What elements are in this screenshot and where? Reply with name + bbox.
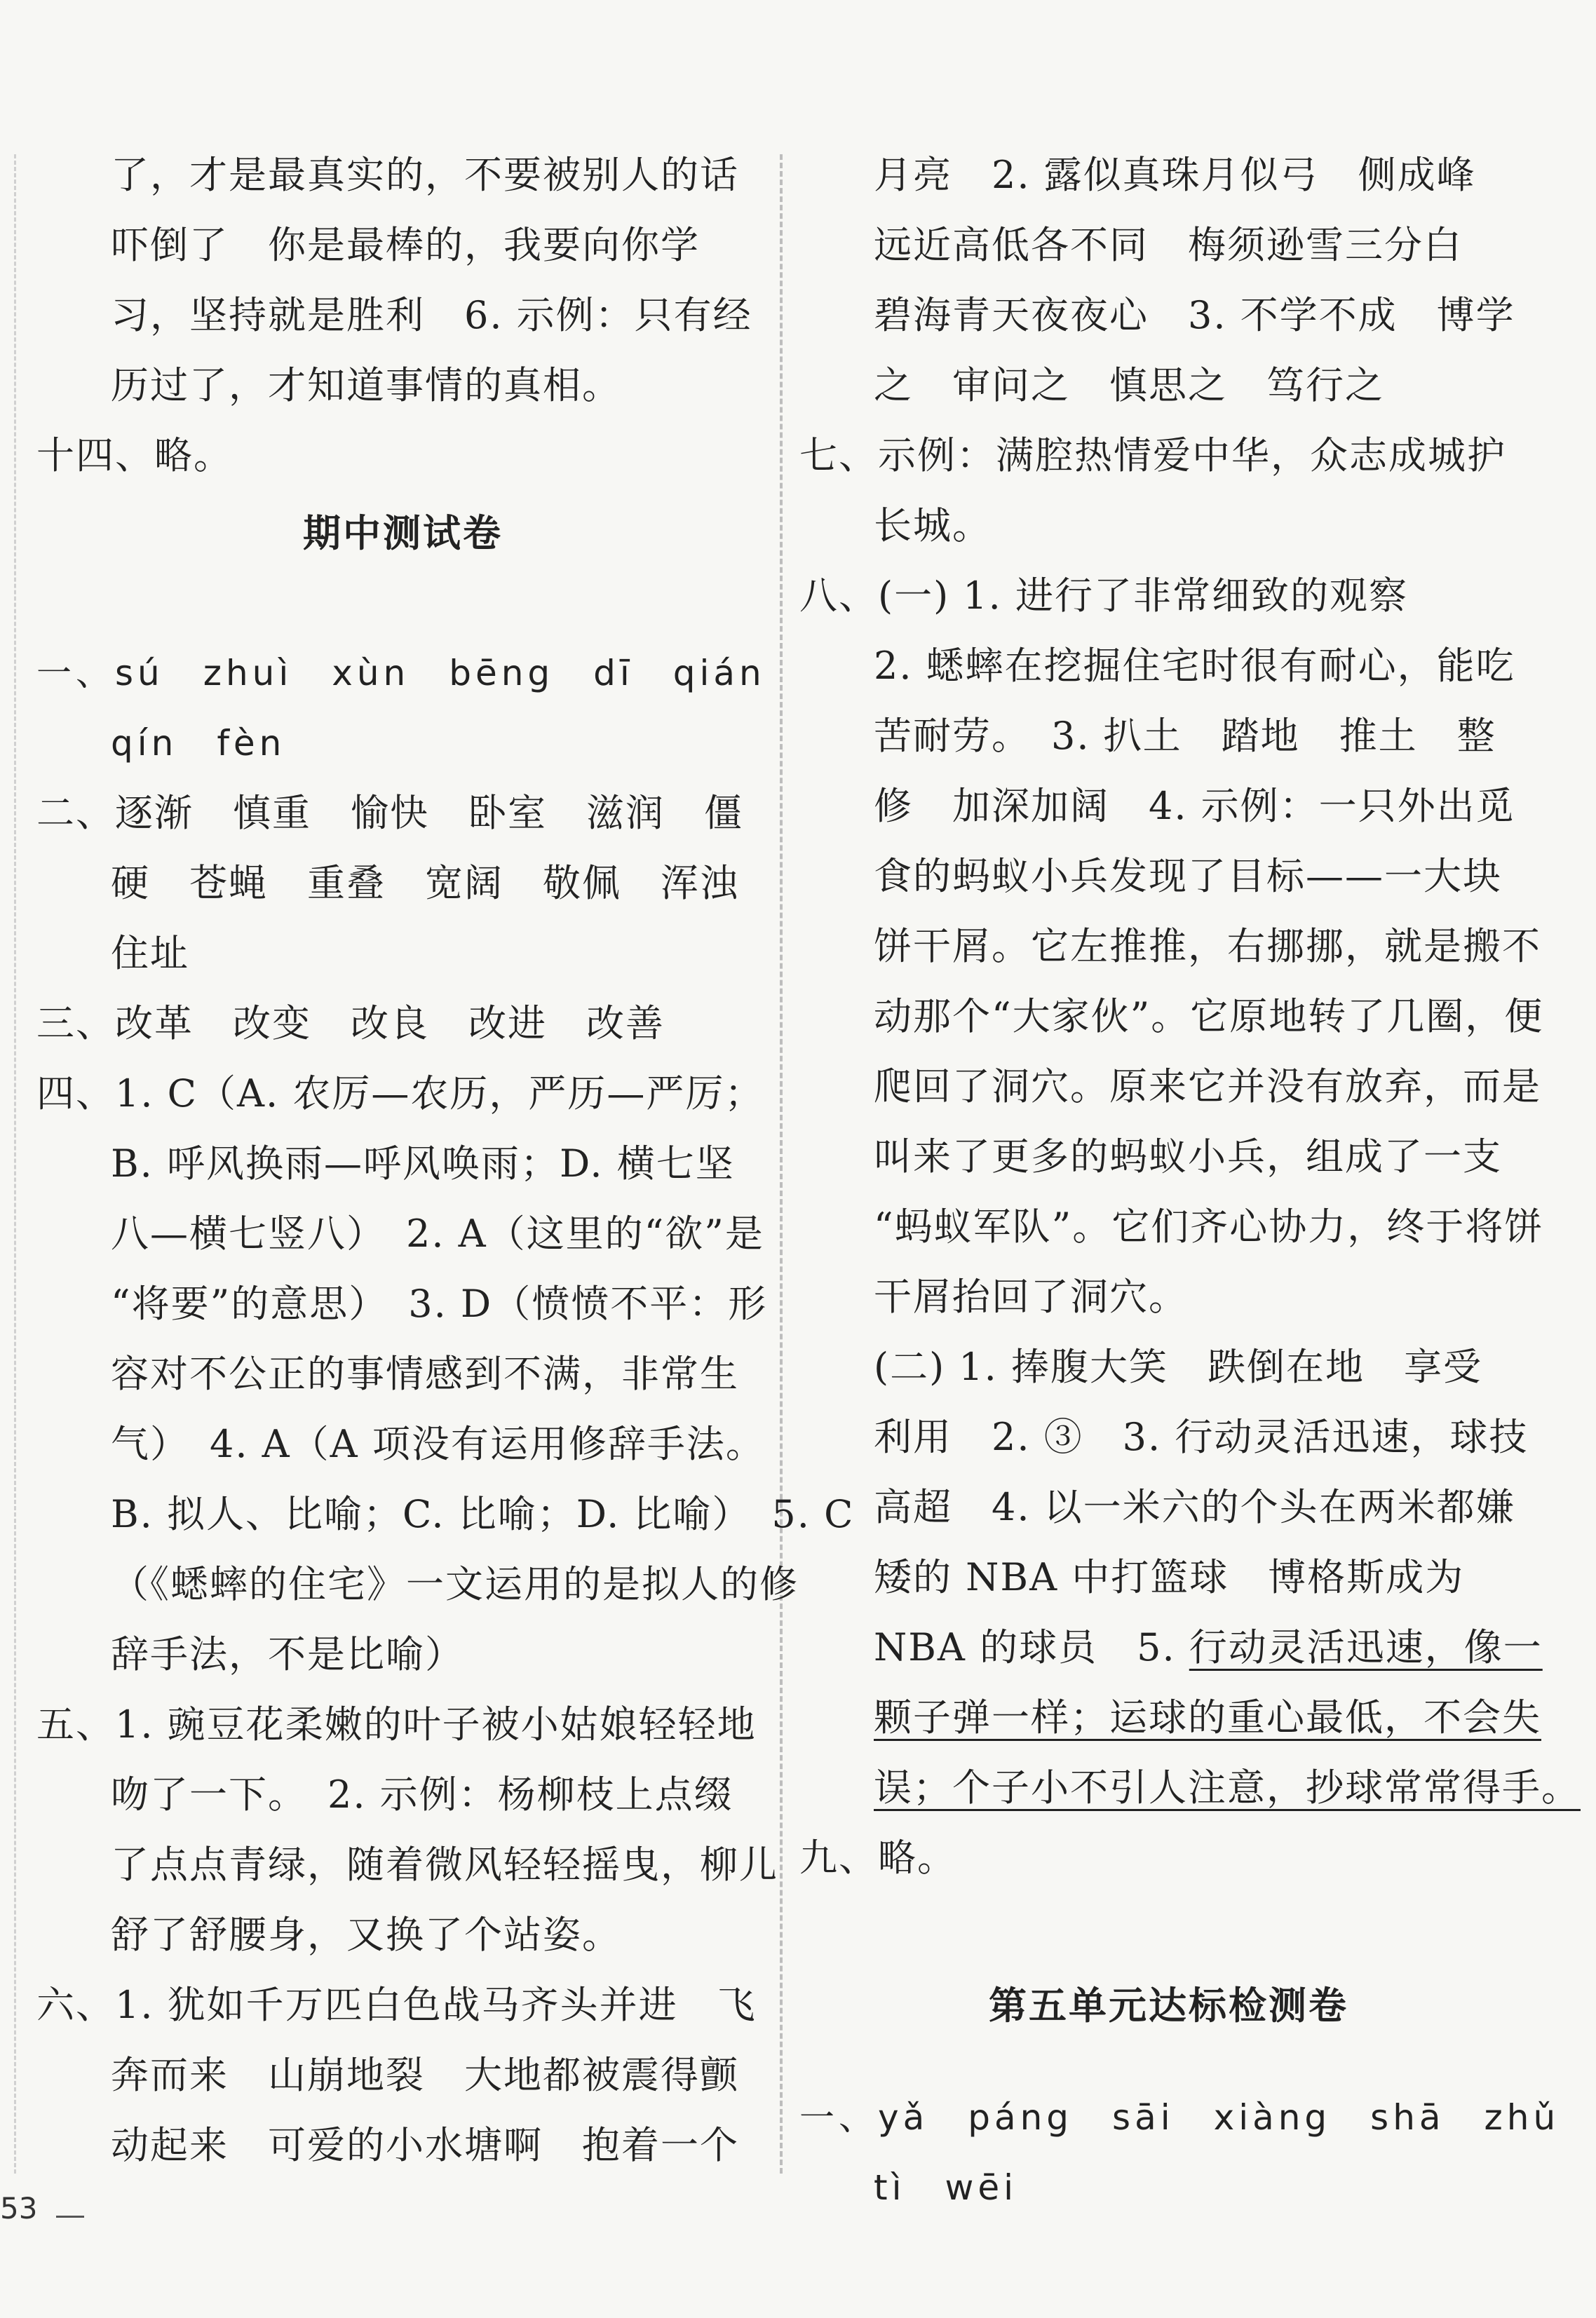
text-line: （《蟋蟀的住宅》一文运用的是拟人的修 xyxy=(111,1562,799,1606)
text-line: 动起来 可爱的小水塘啊 抱着一个 xyxy=(111,2123,739,2167)
text-line: 食的蚂蚁小兵发现了目标——一大块 xyxy=(874,854,1502,898)
text-line: 二、逐渐 慎重 愉快 卧室 滋润 僵 xyxy=(36,791,743,835)
text-line: 矮的 NBA 中打篮球 博格斯成为 xyxy=(874,1555,1465,1599)
text-line: 辞手法，不是比喻） xyxy=(111,1632,464,1676)
text-line: (二) 1. 捧腹大笑 跌倒在地 享受 xyxy=(874,1345,1482,1389)
underlined-answer: 行动灵活迅速，像一 xyxy=(1189,1625,1543,1669)
text-line: 六、1. 犹如千万匹白色战马齐头并进 飞 xyxy=(36,1983,757,2027)
text-line: 历过了，才知道事情的真相。 xyxy=(111,363,621,407)
text-line: 习，坚持就是胜利 6. 示例：只有经 xyxy=(111,293,752,337)
text-line: “将要”的意思） 3. D（愤愤不平：形 xyxy=(111,1282,768,1326)
text-line: 舒了舒腰身，又换了个站姿。 xyxy=(111,1913,621,1957)
text-line: 叫来了更多的蚂蚁小兵，组成了一支 xyxy=(874,1134,1502,1179)
text-segment: NBA 的球员 5. xyxy=(874,1625,1189,1669)
text-line: 容对不公正的事情感到不满，非常生 xyxy=(111,1352,739,1396)
section-heading-midterm: 期中测试卷 xyxy=(303,510,503,555)
text-line: 饼干屑。它左推推，右挪挪，就是搬不 xyxy=(874,924,1541,968)
text-line: 利用 2. ③ 3. 行动灵活迅速，球技 xyxy=(874,1415,1529,1459)
page-number: 53 xyxy=(0,2191,38,2225)
text-line: 了，才是最真实的，不要被别人的话 xyxy=(111,153,739,197)
text-line: 动那个“大家伙”。它原地转了几圈，便 xyxy=(874,994,1544,1038)
text-line: 苦耐劳。 3. 扒土 踏地 推土 整 xyxy=(874,714,1496,758)
pinyin-line: tì wēi xyxy=(874,2167,1018,2208)
text-line: 三、改革 改变 改良 改进 改善 xyxy=(36,1001,665,1045)
text-line: 月亮 2. 露似真珠月似弓 侧成峰 xyxy=(874,153,1476,197)
text-line: 了点点青绿，随着微风轻轻摇曳，柳儿 xyxy=(111,1843,778,1887)
text-line: 2. 蟋蟀在挖掘住宅时很有耐心，能吃 xyxy=(874,644,1515,688)
text-line: 之 审问之 慎思之 笃行之 xyxy=(874,363,1384,407)
text-line: 十四、略。 xyxy=(36,433,233,477)
text-line: 住址 xyxy=(111,931,189,975)
text-line: “蚂蚁军队”。它们齐心协力，终于将饼 xyxy=(874,1205,1544,1249)
text-line: B. 呼风换雨—呼风唤雨；D. 横七坚 xyxy=(111,1141,735,1186)
text-line: 七、示例：满腔热情爱中华，众志成城护 xyxy=(799,433,1506,477)
underlined-answer: 颗子弹一样；运球的重心最低，不会失 xyxy=(874,1695,1541,1740)
text-line: 爬回了洞穴。原来它并没有放弃，而是 xyxy=(874,1064,1541,1109)
text-line: 九、略。 xyxy=(799,1836,956,1880)
pinyin-line: 一、sú zhuì xùn bēng dī qián xyxy=(36,653,766,693)
section-heading-unit5: 第五单元达标检测卷 xyxy=(989,1983,1348,2028)
text-line: 修 加深加阔 4. 示例：一只外出觅 xyxy=(874,784,1515,828)
text-line: 长城。 xyxy=(874,503,992,548)
text-line: 远近高低各不同 梅须逊雪三分白 xyxy=(874,223,1463,267)
text-line: 硬 苍蝇 重叠 宽阔 敬佩 浑浊 xyxy=(111,861,739,905)
underlined-answer: 误；个子小不引人注意，抄球常常得手。 xyxy=(874,1765,1581,1810)
text-line: 五、1. 豌豆花柔嫩的叶子被小姑娘轻轻地 xyxy=(36,1702,757,1747)
text-line: 气） 4. A（A 项没有运用修辞手法。 xyxy=(111,1422,765,1466)
footer-rule xyxy=(56,2216,84,2218)
text-line: 干屑抬回了洞穴。 xyxy=(874,1275,1188,1319)
text-line: 八、(一) 1. 进行了非常细致的观察 xyxy=(799,574,1408,618)
text-line: 四、1. C（A. 农厉—农历，严历—严厉； xyxy=(36,1071,764,1116)
pinyin-line: 一、yǎ páng sāi xiàng shā zhǔ xyxy=(799,2097,1560,2138)
text-line: B. 拟人、比喻；C. 比喻；D. 比喻） 5. C xyxy=(111,1492,855,1536)
text-line xyxy=(874,1613,1543,1683)
text-line: 高超 4. 以一米六的个头在两米都嫌 xyxy=(874,1485,1515,1529)
text-line: 吓倒了 你是最棒的，我要向你学 xyxy=(111,223,700,267)
pinyin-line: qín fèn xyxy=(111,723,286,764)
text-line: 碧海青天夜夜心 3. 不学不成 博学 xyxy=(874,293,1515,337)
text-line: 吻了一下。 2. 示例：杨柳枝上点缀 xyxy=(111,1773,733,1817)
left-margin-rule xyxy=(14,154,16,2174)
text-line: 八—横七竖八） 2. A（这里的“欲”是 xyxy=(111,1212,764,1256)
text-line: 奔而来 山崩地裂 大地都被震得颤 xyxy=(111,2053,739,2097)
column-divider xyxy=(780,154,783,2174)
